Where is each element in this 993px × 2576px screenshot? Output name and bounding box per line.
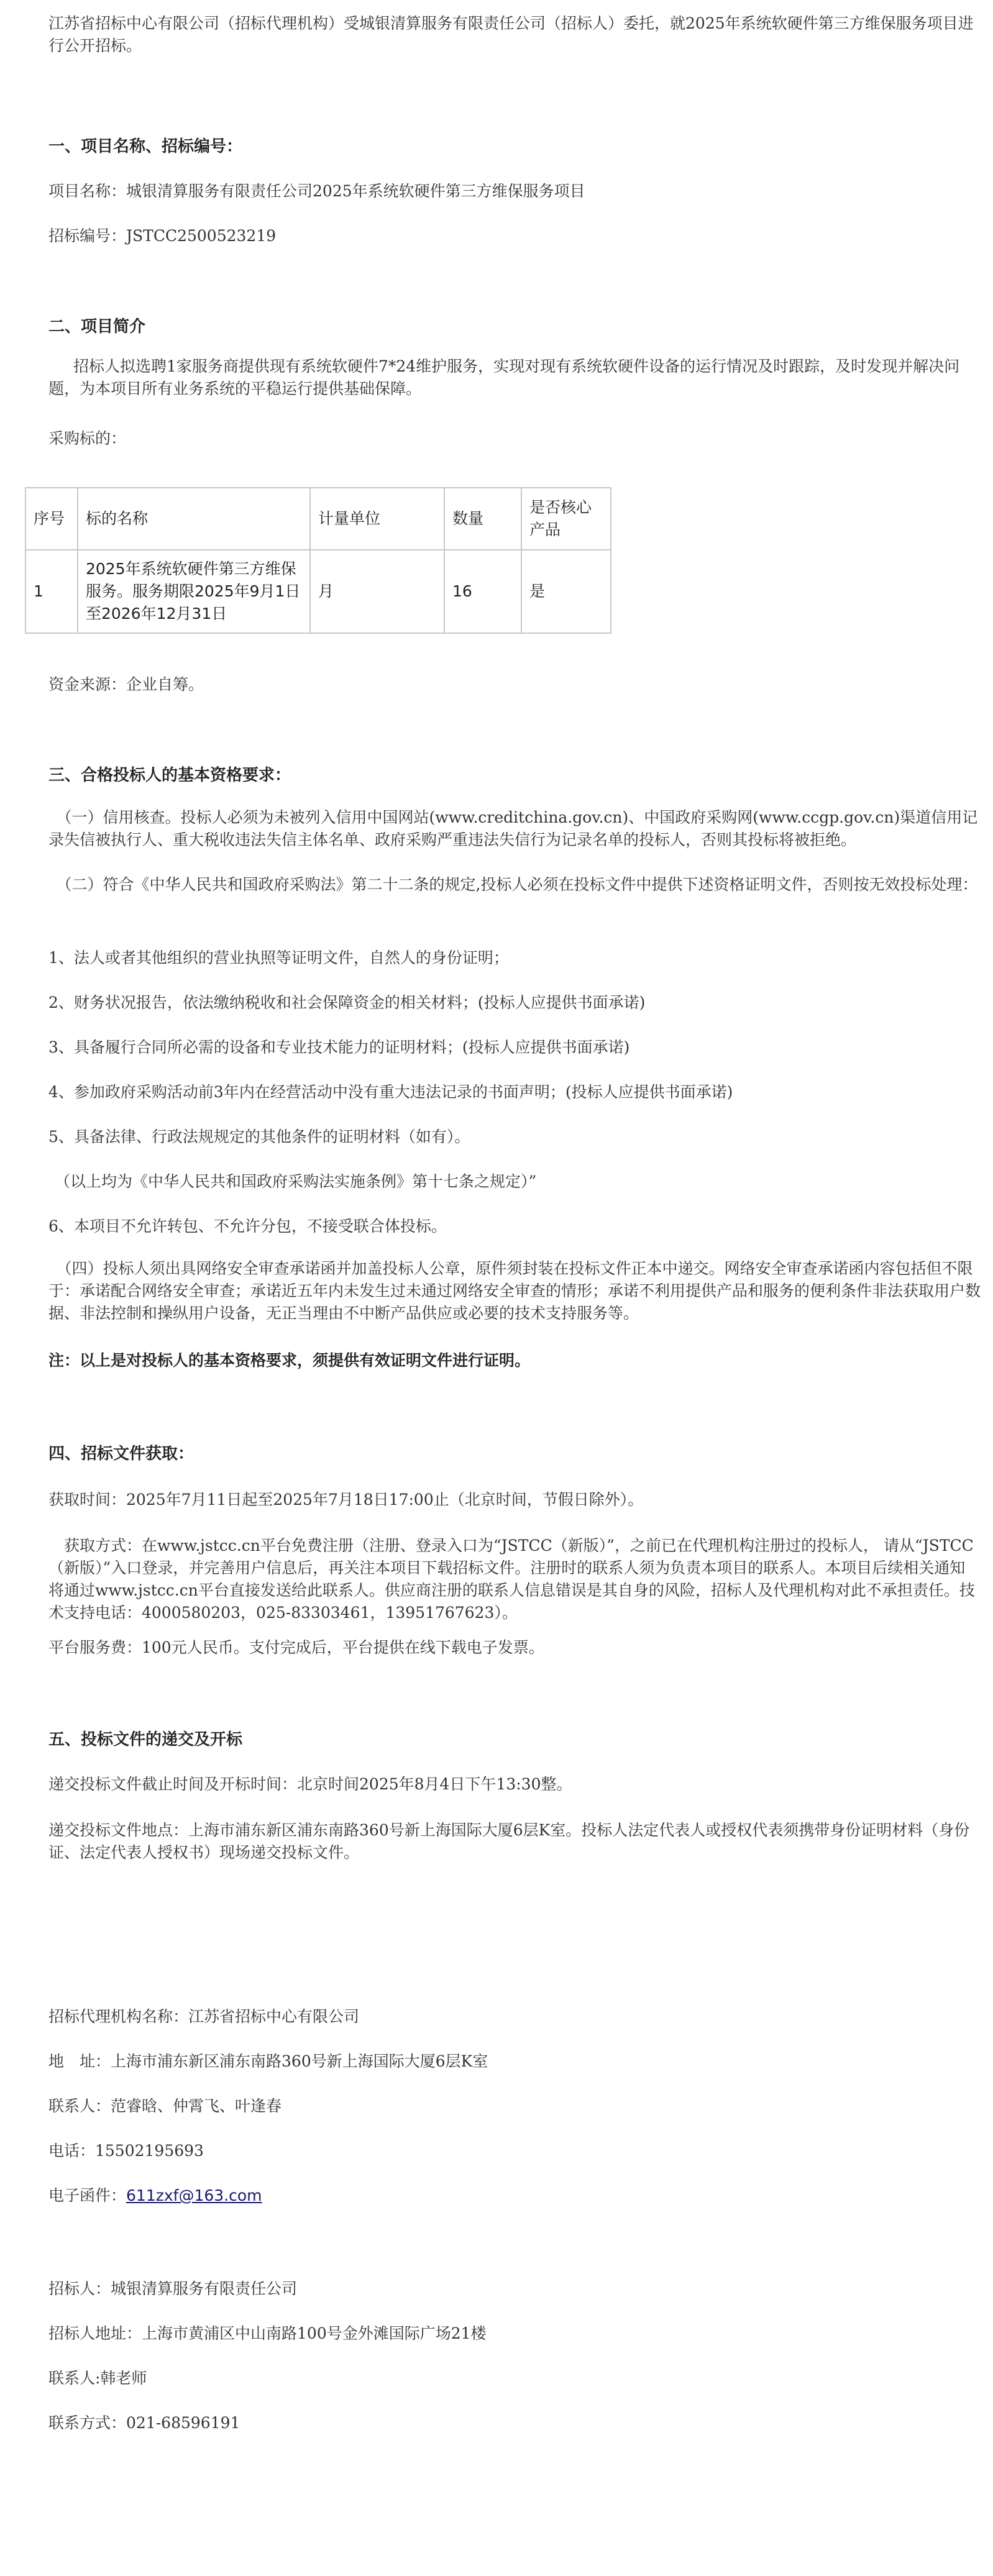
credit-check-paragraph: （一）信用核查。投标人必须为未被列入信用中国网站(www.creditchina.gov.cn)、中国政府采购网(www.ccgp.gov.cn)渠道信用记录失信被执行人、重大税收违法失信主体名单、政府采购严重违法失信行为记录名单的投标人，否则其投标将被拒绝。 [48,808,978,849]
table-cell: 是 [521,550,611,633]
tenderer-contact: 联系人:韩老师 [48,2369,147,2387]
project-code: 招标编号：JSTCC2500523219 [48,227,277,245]
table-cell: 月 [310,550,444,633]
table-cell: 1 [25,550,78,633]
requirement-item-1: 1、法人或者其他组织的营业执照等证明文件，自然人的身份证明； [48,949,509,967]
header-cell: 是否核心产品 [521,488,611,550]
header-cell: 数量 [444,488,521,550]
tenderer-address: 招标人地址：上海市黄浦区中山南路100号金外滩国际广场21楼 [48,2324,487,2342]
header-cell: 序号 [25,488,78,550]
requirement-item-2: 2、财务状况报告，依法缴纳税收和社会保障资金的相关材料；(投标人应提供书面承诺) [48,993,646,1012]
purchase-subject-label: 采购标的： [48,429,127,447]
purchase-table [25,487,611,634]
submission-place: 递交投标文件地点：上海市浦东新区浦东南路360号新上海国际大厦6层K室。投标人法定代表人或授权代表须携带身份证明材料（身份证、法定代表人授权书）现场递交投标文件。 [48,1821,970,1861]
submission-deadline: 递交投标文件截止时间及开标时间：北京时间2025年8月4日下午13:30整。 [48,1775,572,1793]
table-header-row [25,488,611,550]
security-review-paragraph: （四）投标人须出具网络安全审查承诺函并加盖投标人公章，原件须封装在投标文件正本中递交。网络安全审查承诺函内容包括但不限于：承诺配合网络安全审查；承诺近五年内未发生过未通过网络安全审查的情形；承诺不利用提供产品和服务的便利条件非法获取用户数据、非法控制和操纵用户设备，无正当理由不中断产品供应或必要的技术支持服务等。 [48,1259,981,1322]
table-row [25,550,611,633]
fund-source: 资金来源：企业自筹。 [48,675,204,693]
agency-contact: 联系人：范睿晗、仲霄飞、叶逢春 [48,2097,282,2115]
agency-phone: 电话：15502195693 [48,2142,204,2160]
agency-email-row [48,2181,981,2211]
qualification-paragraph: （二）符合《中华人民共和国政府采购法》第二十二条的规定,投标人必须在投标文件中提供下述资格证明文件，否则按无效投标处理： [56,875,978,893]
project-name: 项目名称：城银清算服务有限责任公司2025年系统软硬件第三方维保服务项目 [48,182,585,200]
agency-address: 地 址：上海市浦东新区浦东南路360号新上海国际大厦6层K室 [48,2052,488,2070]
section-1-heading: 一、项目名称、招标编号： [48,137,243,156]
requirement-item-6: 6、本项目不允许转包、不允许分包，不接受联合体投标。 [48,1217,447,1235]
platform-fee: 平台服务费：100元人民币。支付完成后，平台提供在线下载电子发票。 [48,1638,544,1656]
agency-email-label: 电子函件： [48,2186,127,2204]
section-5-heading: 五、投标文件的递交及开标 [48,1730,243,1749]
table-cell: 16 [444,550,521,633]
section-4-heading: 四、招标文件获取： [48,1445,194,1463]
agency-email-link[interactable]: 611zxf@163.com [126,2186,262,2204]
requirement-item-4: 4、参加政府采购活动前3年内在经营活动中没有重大违法记录的书面声明；(投标人应提供书面承诺) [48,1083,733,1101]
section-3-heading: 三、合格投标人的基本资格要求： [48,766,291,785]
table-cell: 2025年系统软硬件第三方维保服务。服务期限2025年9月1日至2026年12月31日 [78,550,310,633]
acquire-method: 获取方式：在www.jstcc.cn平台免费注册（注册、登录入口为“JSTCC（新版）”，之前已在代理机构注册过的投标人， 请从“JSTCC（新版）”入口登录，并完善用户信息后，再关注本项目下载招标文件。注册时的联系人须为负责本项目的联系人。本项目后续相关通知将通过www.jstcc.cn平台直接发送给此联系人。供应商注册的联系人信息错误是其自身的风险，招标人及代理机构对此不承担责任。技术支持电话：4000580203，025-83303461，13951767623）。 [48,1537,975,1622]
project-description: 招标人拟选聘1家服务商提供现有系统软硬件7*24维护服务，实现对现有系统软硬件设备的运行情况及时跟踪，及时发现并解决问题，为本项目所有业务系统的平稳运行提供基础保障。 [48,357,960,398]
tenderer-phone: 联系方式：021-68596191 [48,2414,240,2432]
requirement-note: （以上均为《中华人民共和国政府采购法实施条例》第十七条之规定）” [55,1172,537,1190]
qualification-note: 注：以上是对投标人的基本资格要求，须提供有效证明文件进行证明。 [48,1351,531,1369]
header-cell: 标的名称 [78,488,310,550]
header-cell: 计量单位 [310,488,444,550]
intro-paragraph: 江苏省招标中心有限公司（招标代理机构）受城银清算服务有限责任公司（招标人）委托，就2025年系统软硬件第三方维保服务项目进行公开招标。 [48,14,974,55]
section-2-heading: 二、项目简介 [48,317,146,336]
tenderer-name: 招标人：城银清算服务有限责任公司 [48,2280,298,2298]
acquire-time: 获取时间：2025年7月11日起至2025年7月18日17:00止（北京时间，节假日除外）。 [48,1491,644,1509]
requirement-item-5: 5、具备法律、行政法规规定的其他条件的证明材料（如有）。 [48,1128,470,1146]
requirement-item-3: 3、具备履行合同所必需的设备和专业技术能力的证明材料；(投标人应提供书面承诺) [48,1038,630,1056]
agency-name: 招标代理机构名称：江苏省招标中心有限公司 [48,2007,360,2026]
